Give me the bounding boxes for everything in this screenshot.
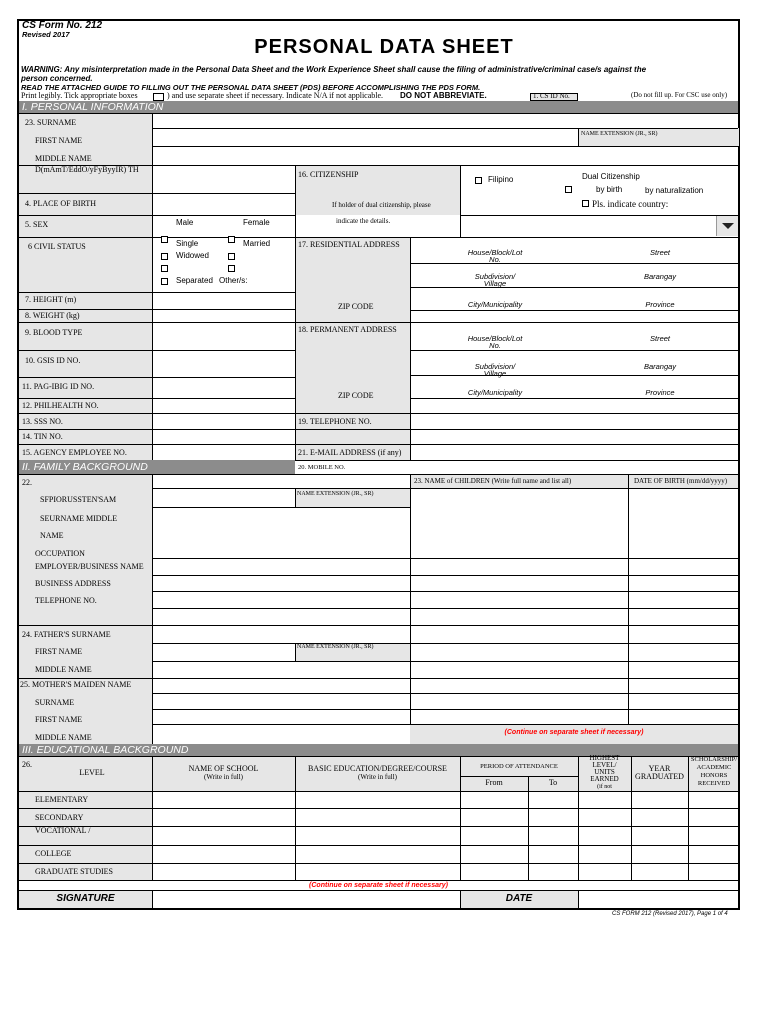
name-extension-label: NAME EXTENSION (JR., SR): [581, 131, 658, 137]
signature-label: SIGNATURE: [56, 893, 115, 904]
filipino-checkbox[interactable]: [475, 177, 482, 184]
by-birth-label: by birth: [596, 185, 623, 194]
country-dropdown-button[interactable]: [716, 216, 738, 236]
course-header: BASIC EDUCATION/DEGREE/COURSE: [308, 764, 447, 773]
education-number: 26.: [22, 760, 32, 769]
page-number: CS FORM 212 (Revised 2017), Page 1 of 4: [612, 911, 728, 917]
sss-label: 13. SSS NO.: [22, 417, 63, 426]
print-instructions-2: ) and use separate sheet if necessary. Indicate N/A if not applicable.: [167, 91, 384, 100]
separated-checkbox[interactable]: [228, 253, 235, 260]
perm-village-label: Village: [483, 369, 507, 378]
perm-city-label: City/Municipality: [467, 388, 523, 397]
guide-text: READ THE ATTACHED GUIDE TO FILLING OUT THE PERSONAL DATA SHEET (PDS) BEFORE ACCOMPLISHING THE PDS FORM.: [21, 83, 481, 92]
email-label: 21. E-MAIL ADDRESS (if any): [298, 448, 402, 457]
perm-house-no-label: No.: [489, 341, 501, 350]
res-street-label: Street: [649, 248, 670, 257]
address-label-column: [295, 237, 410, 460]
spouse-middle-name-label: NAME: [40, 531, 64, 540]
section-personal-info: I. PERSONAL INFORMATION: [19, 101, 738, 113]
res-barangay-label: Barangay: [643, 272, 677, 281]
telephone-label: 19. TELEPHONE NO.: [298, 417, 372, 426]
res-province-label: Province: [645, 300, 675, 309]
permanent-address-label: 18. PERMANENT ADDRESS: [298, 325, 397, 334]
mother-first-name-label: FIRST NAME: [35, 715, 83, 724]
level-college: COLLEGE: [35, 849, 72, 858]
section-family-background: II. FAMILY BACKGROUND: [19, 460, 295, 474]
employer-label: EMPLOYER/BUSINESS NAME: [35, 562, 144, 571]
dual-citizenship-label: Dual Citizenship: [582, 172, 640, 181]
pagibig-label: 11. PAG-IBIG ID NO.: [22, 382, 95, 391]
perm-zip-label: ZIP CODE: [338, 391, 374, 400]
year-graduated-1: YEAR: [648, 764, 671, 773]
place-of-birth-label: 4. PLACE OF BIRTH: [25, 199, 97, 208]
spouse-telephone-label: TELEPHONE NO.: [35, 596, 97, 605]
business-address-label: BUSINESS ADDRESS: [35, 579, 111, 588]
single-checkbox[interactable]: [161, 236, 168, 243]
warning-text: WARNING: Any misinterpretation made in the Personal Data Sheet and the Work Experience Sheet shall cause the filing of administrative/criminal case/s against the: [21, 65, 647, 74]
highest-level-3: UNITS: [594, 768, 615, 776]
by-naturalization-checkbox[interactable]: [582, 200, 589, 207]
course-write-full: (Write in full): [358, 773, 397, 781]
other-checkbox-a[interactable]: [161, 265, 168, 272]
spouse-first-name-label: SEURNAME MIDDLE: [40, 514, 118, 523]
male-label: Male: [176, 218, 194, 227]
indicate-country-label: Pls. indicate country:: [592, 199, 669, 209]
agency-employee-label: 15. AGENCY EMPLOYEE NO.: [22, 448, 127, 457]
gsis-label: 10. GSIS ID NO.: [25, 356, 81, 365]
female-label: Female: [243, 218, 270, 227]
honors-4: RECEIVED: [697, 780, 731, 787]
education-continue-note: (Continue on separate sheet if necessary): [309, 882, 448, 889]
middle-name-label: MIDDLE NAME: [35, 154, 92, 163]
civil-status-label: 6 CIVIL STATUS: [28, 242, 86, 251]
school-write-full: (Write in full): [204, 773, 243, 781]
year-graduated-2: GRADUATED: [635, 772, 684, 781]
other-checkbox-b[interactable]: [228, 265, 235, 272]
signature-field[interactable]: [153, 891, 459, 908]
father-first-name-label: FIRST NAME: [35, 647, 83, 656]
res-village-label: Village: [483, 279, 507, 288]
revised-date: Revised 2017: [22, 30, 70, 39]
mother-maiden-label: 25. MOTHER'S MAIDEN NAME: [20, 680, 132, 689]
perm-street-label: Street: [649, 334, 670, 343]
mother-surname-label: SURNAME: [35, 698, 75, 707]
honors-3: HONORS: [700, 772, 728, 779]
perm-province-label: Province: [645, 388, 675, 397]
others-label: Other/s:: [219, 276, 248, 285]
blood-type-label: 9. BLOOD TYPE: [25, 328, 83, 337]
father-surname-label: 24. FATHER'S SURNAME: [22, 630, 111, 639]
tin-label: 14. TIN NO.: [22, 432, 63, 441]
mother-middle-name-label: MIDDLE NAME: [35, 733, 92, 742]
period-header: PERIOD OF ATTENDANCE: [480, 763, 558, 770]
chevron-down-icon: [722, 223, 734, 229]
married-label: Married: [243, 239, 271, 248]
perm-barangay-label: Barangay: [643, 362, 677, 371]
warning-text-2: person concerned.: [21, 74, 93, 83]
period-from-header: From: [485, 778, 503, 787]
date-field[interactable]: [579, 891, 738, 908]
single-label: Single: [176, 239, 199, 248]
separated-label: Separated: [176, 276, 213, 285]
highest-level-4: EARNED: [590, 775, 619, 783]
residential-address-label: 17. RESIDENTIAL ADDRESS: [298, 240, 400, 249]
weight-label: 8. WEIGHT (kg): [25, 311, 80, 320]
by-birth-checkbox[interactable]: [565, 186, 572, 193]
cs-id-label: 1. CS ID No.: [533, 92, 570, 100]
highest-level-1: HIGHEST: [589, 754, 620, 762]
first-name-label: FIRST NAME: [35, 136, 83, 145]
date-of-birth-label: D(mAmT/EddO/yFyByyIR) TH: [35, 165, 139, 174]
perm-house-label: House/Block/Lot: [467, 334, 523, 343]
honors-2: ACADEMIC: [696, 764, 732, 771]
children-dob-header: DATE OF BIRTH (mm/dd/yyyy): [634, 477, 728, 485]
dual-note-2: indicate the details.: [336, 217, 391, 225]
level-elementary: ELEMENTARY: [35, 795, 89, 804]
highest-level-2: LEVEL/: [592, 761, 617, 769]
level-header: LEVEL: [79, 768, 105, 777]
filipino-label: Filipino: [488, 175, 514, 184]
level-vocational: VOCATIONAL /: [35, 826, 91, 835]
surname-label: 23. SURNAME: [25, 118, 77, 127]
date-label: DATE: [505, 893, 533, 904]
philhealth-label: 12. PHILHEALTH NO.: [22, 401, 99, 410]
res-city-label: City/Municipality: [467, 300, 523, 309]
height-label: 7. HEIGHT (m): [25, 295, 77, 304]
sex-label: 5. SEX: [25, 220, 49, 229]
mobile-label: 20. MOBILE NO.: [298, 464, 346, 471]
honors-1: SCHOLARSHIP/: [690, 756, 738, 763]
page-title: PERSONAL DATA SHEET: [254, 36, 514, 58]
family-continue-note: (Continue on separate sheet if necessary): [504, 729, 644, 736]
school-header: NAME OF SCHOOL: [188, 764, 259, 773]
family-number: 22.: [22, 478, 32, 487]
perm-subdivision-label: Subdivision/: [474, 362, 516, 371]
dual-note-1: If holder of dual citizenship, please: [332, 201, 431, 209]
period-to-header: To: [548, 778, 558, 787]
father-name-ext-label: NAME EXTENSION (JR., SR): [297, 644, 374, 650]
print-instructions: Print legibly. Tick appropriate boxes: [21, 91, 138, 100]
form-number: CS Form No. 212: [22, 20, 103, 31]
level-graduate-studies: GRADUATE STUDIES: [35, 867, 113, 876]
citizenship-label: 16. CITIZENSHIP: [298, 170, 359, 179]
res-zip-label: ZIP CODE: [338, 302, 374, 311]
spouse-surname-label: SFPIORUSSTEN'SAM: [40, 495, 117, 504]
res-house-no-label: No.: [489, 255, 501, 264]
highest-level-5: (if not: [597, 784, 612, 790]
no-abbreviate: DO NOT ABBREVIATE.: [400, 91, 487, 100]
by-naturalization-label: by naturalization: [645, 186, 704, 195]
widowed-label: Widowed: [176, 251, 209, 260]
others-checkbox[interactable]: [161, 278, 168, 285]
father-middle-name-label: MIDDLE NAME: [35, 665, 92, 674]
married-checkbox[interactable]: [228, 236, 235, 243]
occupation-label: OCCUPATION: [35, 549, 85, 558]
section-educational-background: III. EDUCATIONAL BACKGROUND: [19, 744, 738, 756]
level-secondary: SECONDARY: [35, 813, 84, 822]
res-subdivision-label: Subdivision/: [474, 272, 516, 281]
csc-use-note: (Do not fill up. For CSC use only): [631, 91, 728, 99]
children-header: 23. NAME of CHILDREN (Write full name and list all): [414, 477, 572, 485]
res-house-label: House/Block/Lot: [467, 248, 523, 257]
widowed-checkbox[interactable]: [161, 253, 168, 260]
spouse-name-ext-label: NAME EXTENSION (JR., SR): [297, 491, 374, 497]
